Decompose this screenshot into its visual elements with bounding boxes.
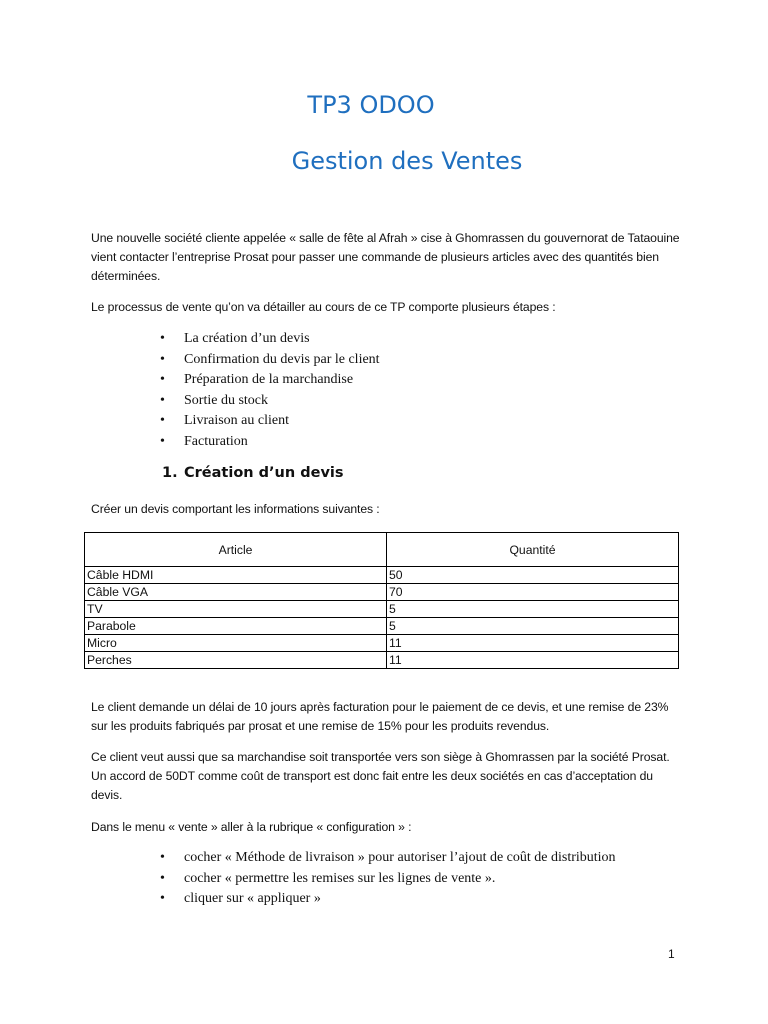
quantity-cell: 70 [387, 584, 679, 601]
document-title: TP3 ODOO [307, 91, 435, 119]
config-steps-list [160, 848, 616, 910]
article-cell: Parabole [85, 618, 387, 635]
devis-intro-paragraph: Créer un devis comportant les informations suivantes : [91, 502, 380, 516]
table-row [85, 618, 679, 635]
list-item: • Sortie du stock [160, 391, 380, 412]
steps-list [160, 329, 380, 453]
list-item: • cliquer sur « appliquer » [160, 889, 616, 910]
bullet-icon: • [160, 331, 165, 346]
menu-paragraph: Dans le menu « vente » aller à la rubrique « configuration » : [91, 820, 412, 834]
list-item: • Confirmation du devis par le client [160, 350, 380, 371]
table-row [85, 652, 679, 669]
bullet-icon: • [160, 413, 165, 429]
bullet-icon: • [160, 870, 165, 886]
bullet-icon: • [160, 392, 165, 408]
page-number: 1 [668, 947, 675, 961]
table-header-row [85, 533, 679, 567]
transport-paragraph: Ce client veut aussi que sa marchandise soit transportée vers son siège à Ghomrassen par la société Prosat. Un accord de 50DT comme coût de transport est donc fait entre les deux sociétés en cas d’acceptation du devis. [91, 750, 670, 802]
process-intro-paragraph: Le processus de vente qu’on va détailler au cours de ce TP comporte plusieurs étapes : [91, 300, 556, 314]
bullet-icon: • [160, 433, 165, 449]
quantity-cell: 5 [387, 618, 679, 635]
column-header-quantite: Quantité [387, 533, 679, 567]
payment-paragraph: Le client demande un délai de 10 jours après facturation pour le paiement de ce devis, et une remise de 23% sur les produits fabriqués par prosat et une remise de 15% pour les produits revendus. [91, 700, 669, 733]
bullet-icon: • [160, 850, 165, 865]
article-cell: Câble HDMI [85, 567, 387, 584]
bullet-icon: • [160, 372, 165, 388]
quantity-cell: 50 [387, 567, 679, 584]
article-cell: Perches [85, 652, 387, 669]
table-row [85, 584, 679, 601]
table-row [85, 601, 679, 618]
articles-table [84, 532, 679, 669]
section-heading [162, 465, 344, 481]
list-item: • cocher « Méthode de livraison » pour autoriser l’ajout de coût de distribution [160, 848, 616, 869]
quantity-cell: 5 [387, 601, 679, 618]
intro-paragraph: Une nouvelle société cliente appelée « salle de fête al Afrah » cise à Ghomrassen du gouvernorat de Tataouine vient contacter l’entreprise Prosat pour passer une commande de plusieurs articles avec des quantités bien déterminées. [91, 231, 680, 283]
list-item: • Livraison au client [160, 411, 380, 432]
list-item: • Facturation [160, 432, 380, 453]
column-header-article: Article [85, 533, 387, 567]
section-title: Création d’un devis [184, 465, 344, 481]
bullet-icon: • [160, 351, 165, 367]
table-row [85, 567, 679, 584]
section-number: 1. [162, 465, 178, 481]
table-row [85, 635, 679, 652]
article-cell: TV [85, 601, 387, 618]
article-cell: Micro [85, 635, 387, 652]
quantity-cell: 11 [387, 652, 679, 669]
list-item: • La création d’un devis [160, 329, 380, 350]
list-item: • Préparation de la marchandise [160, 370, 380, 391]
list-item: • cocher « permettre les remises sur les lignes de vente ». [160, 869, 616, 890]
document-subtitle: Gestion des Ventes [291, 147, 523, 175]
article-cell: Câble VGA [85, 584, 387, 601]
bullet-icon: • [160, 891, 165, 907]
quantity-cell: 11 [387, 635, 679, 652]
